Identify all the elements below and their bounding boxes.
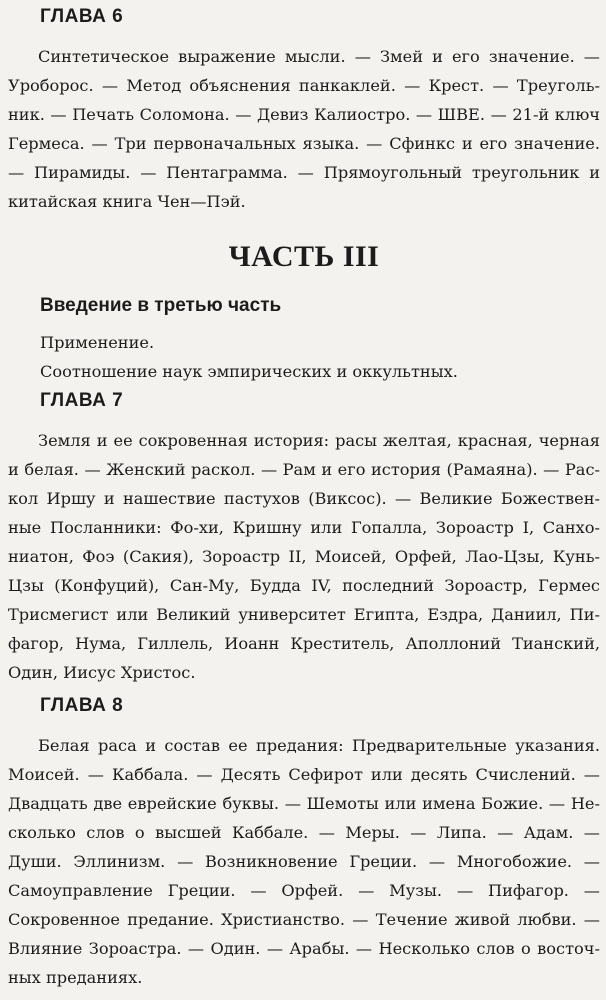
part-3-title: ЧАСТЬ III	[228, 240, 380, 273]
chapter-7-heading: ГЛАВА 7	[40, 390, 124, 411]
part-3-intro-line-2: Соотношение наук эмпирических и оккультных.	[40, 362, 458, 381]
part-3-intro-heading: Введение в третью часть	[40, 295, 282, 316]
chapter-8-heading: ГЛАВА 8	[40, 695, 124, 716]
chapter-6-heading: ГЛАВА 6	[40, 6, 124, 27]
chapter-6-summary: Синтетическое выражение мысли. — Змей и его значение. — Уроборос. — Метод объяснения панкаклей. — Крест. — Треугольник. — Печать Соломона. — Девиз Калиостро. — ШВЕ. — 21-й ключ Гермеса. — Три первоначальных языка. — Сфинкс и его значение. — Пирамиды. — Пентаграмма. — Прямоугольный треугольник и китайская книга Чен—Пэй.	[8, 47, 600, 211]
chapter-8-summary: Белая раса и состав ее предания: Предварительные указания. Моисей. — Каббала. — Десять Сефирот или десять Счислений. — Двадцать две еврейские буквы. — Шемоты или имена Божие. — Несколько слов о высшей Каббале. — Меры. — Липа. — Адам. — Души. Эллинизм. — Возникновение Греции. — Многобожие. — Самоуправление Греции. — Орфей. — Музы. — Пифагор. — Сокровенное предание. Христианство. — Течение живой любви. — Влияние Зороастра. — Один. — Арабы. — Несколько слов о восточных преданиях.	[8, 736, 600, 987]
chapter-7-summary: Земля и ее сокровенная история: расы желтая, красная, черная и белая. — Женский раскол. — Рам и его история (Рамаяна). — Раскол Иршу и нашествие пастухов (Виксос). — Великие Божественные Посланники: Фо-хи, Кришну или Гопалла, Зороастр I, Санхониатон, Фоэ (Сакия), Зороастр II, Моисей, Орфей, Лао-Цзы, Кунь-Цзы (Конфуций), Сан-Му, Будда IV, последний Зороастр, Гермес Трисмегист или Великий университет Египта, Ездра, Даниил, Пифагор, Нума, Гиллель, Иоанн Креститель, Аполлоний Тианский, Один, Иисус Христос.	[8, 431, 600, 682]
part-3-intro-line-1: Применение.	[40, 333, 155, 352]
